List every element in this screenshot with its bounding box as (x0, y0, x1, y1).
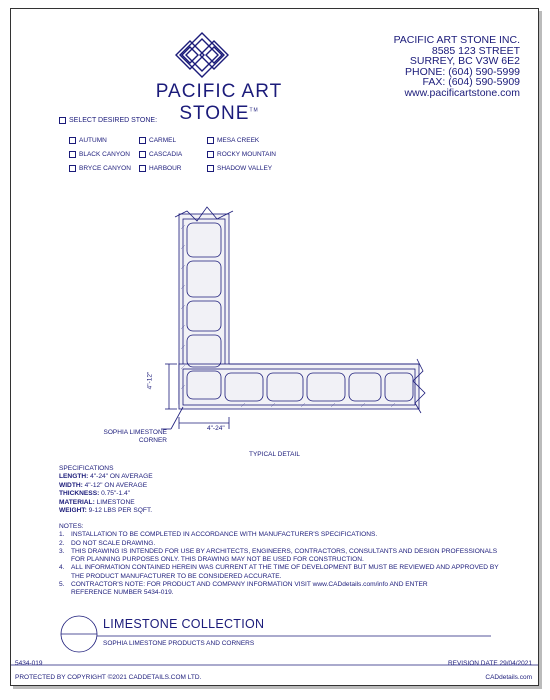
stone-option-carmel[interactable]: CARMEL (139, 137, 176, 144)
note-item: 2. DO NOT SCALE DRAWING. (59, 539, 156, 547)
stone-selection-heading: SELECT DESIRED STONE: (59, 117, 157, 124)
note-item: 1. INSTALLATION TO BE COMPLETED IN ACCORDANCE WITH MANUFACTURER'S SPECIFICATIONS. (59, 531, 378, 539)
note-item: 3. THIS DRAWING IS INTENDED FOR USE BY ARCHITECTS, ENGINEERS, CONTRACTORS, CONSULTANTS AND DESIGN PROFESSIONALS (59, 547, 498, 555)
spec-material: MATERIAL: LIMESTONE (59, 498, 135, 506)
title-block-subtitle: SOPHIA LIMESTONE PRODUCTS AND CORNERS (103, 640, 255, 647)
stone-option-bryce-canyon[interactable]: BRYCE CANYON (69, 165, 131, 172)
spec-weight: WEIGHT: 9-12 LBS PER SQFT. (59, 507, 153, 515)
company-phone: PHONE: (604) 590-5999 (405, 65, 520, 78)
company-address-line2: SURREY, BC V3W 6E2 (409, 55, 520, 68)
company-fax: FAX: (604) 590-5909 (422, 76, 520, 89)
caddetails-brand[interactable]: CADdetails.com (485, 674, 532, 681)
specifications-block (59, 465, 153, 515)
logo-wordmark: PACIFIC ART STONE™ (155, 81, 283, 124)
note-item: 5. CONTRACTOR'S NOTE: FOR PRODUCT AND COMPANY INFORMATION VISIT www.CADdetails.com/info AND ENTER (59, 581, 428, 589)
stone-option-mesa-creek[interactable]: MESA CREEK (207, 137, 259, 144)
company-name: PACIFIC ART STONE INC. (393, 34, 520, 46)
spec-thickness: THICKNESS: 0.75"-1.4" (59, 490, 131, 498)
stone-option-black-canyon[interactable]: BLACK CANYON (69, 151, 130, 158)
stone-option-cascadia[interactable]: CASCADIA (139, 151, 182, 158)
dimension-horizontal-label: 4"-24" (207, 425, 225, 432)
revision-date: REVISION DATE 29/04/2021 (447, 660, 532, 667)
note-item: FOR PLANNING PURPOSES ONLY. THIS DRAWING MAY NOT BE USED FOR CONSTRUCTION. (71, 556, 364, 564)
drawing-sheet (10, 8, 539, 686)
notes-heading: NOTES: (59, 523, 84, 530)
company-website[interactable]: www.pacificartstone.com (404, 86, 520, 99)
stone-option-shadow-valley[interactable]: SHADOW VALLEY (207, 165, 272, 172)
notes-block (59, 523, 499, 598)
stone-option-harbour[interactable]: HARBOUR (139, 165, 182, 172)
dimension-vertical-label: 4"-12" (146, 371, 154, 390)
spec-width: WIDTH: 4"-12" ON AVERAGE (59, 481, 148, 489)
note-item: REFERENCE NUMBER 5434-019. (71, 589, 174, 597)
note-item: THE PRODUCT MANUFACTURER TO BE CONSIDERED ACCURATE. (71, 572, 282, 580)
reference-number: 5434-019 (15, 660, 43, 667)
drawing-caption: TYPICAL DETAIL (249, 451, 300, 458)
callout-label: SOPHIA LIMESTONE CORNER (103, 429, 167, 444)
copyright-notice: PROTECTED BY COPYRIGHT ©2021 CADDETAILS.COM LTD. (15, 674, 202, 681)
note-item: 4. ALL INFORMATION CONTAINED HEREIN WAS CURRENT AT THE TIME OF DEVELOPMENT BUT MUST BE REVIEWED AND APPROVED BY (59, 564, 499, 572)
spec-length: LENGTH: 4"-24" ON AVERAGE (59, 473, 153, 481)
stone-option-rocky-mountain[interactable]: ROCKY MOUNTAIN (207, 151, 276, 158)
company-address-line1: 8585 123 STREET (431, 44, 520, 57)
title-block-title: LIMESTONE COLLECTION (103, 617, 265, 631)
stone-option-autumn[interactable]: AUTUMN (69, 137, 107, 144)
specifications-heading: SPECIFICATIONS (59, 465, 114, 472)
